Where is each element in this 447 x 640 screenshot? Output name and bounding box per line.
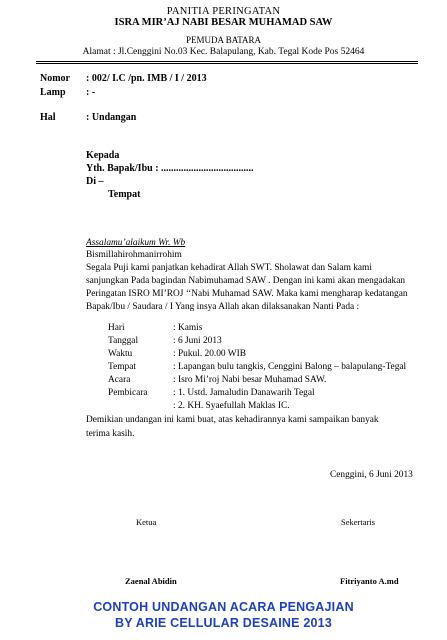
signature-title-ketua: Ketua: [136, 517, 157, 527]
recipient-yth: Yth. Bapak/Ibu : .....................................: [86, 163, 254, 174]
closing-line-1: Demikian undangan ini kami buat, atas kehadirannya kami sampaikan banyak: [86, 415, 379, 425]
detail-label-pembicara: Pembicara: [108, 388, 148, 398]
bismillah: Bismillahirohmanirrohim: [86, 250, 182, 260]
nomor-value: : 002/ I.C /pn. IMB / I / 2013: [86, 73, 207, 84]
place-date: Cenggini, 6 Juni 2013: [330, 470, 413, 480]
promo-title-line-1: CONTOH UNDANGAN ACARA PENGAJIAN: [93, 600, 354, 614]
body-line-4: Bapak/Ibu / Saudara / I Yang insya Allah akan dilaksanakan Nanti Pada :: [86, 302, 360, 312]
detail-value-tempat: : Lapangan bulu tangkis, Cenggini Balong – balapulang-Tegal: [173, 362, 407, 372]
detail-value-acara: : Isro Mi’roj Nabi besar Muhamad SAW.: [173, 375, 327, 385]
closing-line-2: terima kasih.: [86, 429, 135, 439]
letterhead-committee: PANITIA PERINGATAN: [166, 6, 281, 17]
detail-value-waktu: : Pukul. 20.00 WIB: [173, 349, 247, 359]
hal-value: : Undangan: [86, 112, 137, 123]
lamp-value: : -: [86, 87, 96, 98]
hal-label: Hal: [40, 112, 56, 123]
body-line-3: Peringatan ISRO MI’ROJ ‘‘Nabi Muhamad SAW. Maka kami mengharap kedatangan: [86, 289, 408, 299]
letterhead-youth: PEMUDA BATARA: [185, 35, 262, 45]
letterhead-event: ISRA MIR’AJ NABI BESAR MUHAMAD SAW: [114, 17, 333, 28]
detail-value-tanggal: : 6 Juni 2013: [173, 336, 222, 346]
detail-value-pembicara-2: : 2. KH. Syaefullah Maklas IC.: [173, 401, 290, 411]
promo-title-line-2: BY ARIE CELLULAR DESAINE 2013: [115, 616, 332, 630]
recipient-kepada: Kepada: [86, 150, 120, 161]
signature-name-sekertaris: Fitriyanto A.md: [340, 576, 399, 586]
letterhead-address: Alamat : Jl.Cenggini No.03 Kec. Balapulang, Kab. Tegal Kode Pos 52464: [82, 47, 365, 57]
detail-label-hari: Hari: [108, 323, 125, 333]
detail-value-pembicara-1: : 1. Ustd. Jamaludin Danawarih Tegal: [173, 388, 315, 398]
nomor-label: Nomor: [40, 73, 70, 84]
greeting-salam: Assalamu’alaikum Wr. Wb: [86, 238, 186, 248]
detail-label-waktu: Waktu: [108, 349, 133, 359]
letterhead-divider-2: [36, 63, 418, 64]
signature-title-sekertaris: Sekertaris: [341, 517, 375, 527]
body-line-1: Segala Puji kami panjatkan kehadirat Allah SWT. Sholawat dan Salam kami: [86, 263, 372, 273]
signature-name-ketua: Zaenal Abidin: [125, 576, 177, 586]
detail-value-hari: : Kamis: [173, 323, 203, 333]
detail-label-tanggal: Tanggal: [108, 336, 139, 346]
letterhead-divider: [36, 61, 418, 62]
detail-label-acara: Acara: [108, 375, 131, 385]
recipient-di: Di –: [86, 176, 104, 187]
recipient-tempat: Tempat: [108, 189, 141, 200]
detail-label-tempat: Tempat: [108, 362, 136, 372]
body-line-2: sanjungkan Pada bagindan Nabimuhamad SAW . Dengan ini kami akan mengadakan: [86, 276, 406, 286]
lamp-label: Lamp: [40, 87, 66, 98]
